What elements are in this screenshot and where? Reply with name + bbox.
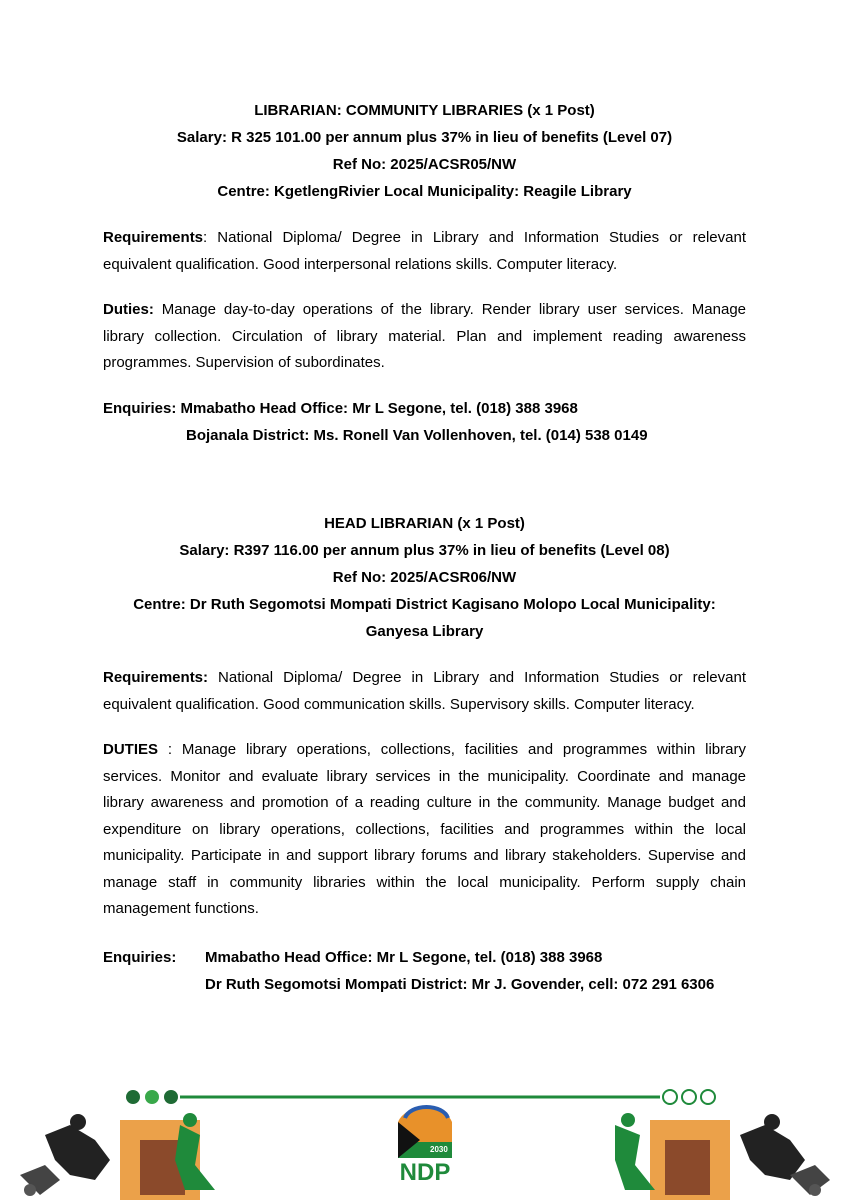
post2-salary: Salary: R397 116.00 per annum plus 37% in lieu of benefits (Level 08) [179,542,670,559]
post2-enquiries-line2: Dr Ruth Segomotsi Mompati District: Mr J. Govender, cell: 072 291 6306 [205,976,715,993]
logo-year: 2030 [430,1145,448,1154]
post1-ref: Ref No: 2025/ACSR05/NW [332,156,517,173]
post1-centre: Centre: KgetlengRivier Local Municipality: Reagile Library [217,183,632,200]
ring-icon [701,1090,715,1104]
post1-requirements [103,225,746,278]
ring-icon [663,1090,677,1104]
duties-text: Manage day-to-day operations of the library. Render library user services. Manage library collection. Circulation of library material. Plan and implement reading awareness programmes. Supervision of subordinates. [103,301,746,371]
post2-enquiries-line1: Mmabatho Head Office: Mr L Segone, tel. (018) 388 3968 [205,949,603,966]
dot-icon [164,1090,178,1104]
duties-label: DUTIES [103,741,159,758]
post2-requirements [103,665,746,718]
post2-title: HEAD LIBRARIAN (x 1 Post) [324,515,525,532]
ndp-2030-logo-icon [398,1107,452,1186]
post2-duties [103,737,746,923]
duties-label: Duties: [103,301,154,318]
post1-enquiries-line1: Enquiries: Mmabatho Head Office: Mr L Segone, tel. (018) 388 3968 [103,400,578,417]
post2-centre-line2: Ganyesa Library [365,623,484,640]
post1-duties [103,297,746,377]
sports-arts-montage-right-icon [615,1113,830,1200]
post2-centre-line1: Centre: Dr Ruth Segomotsi Mompati District Kagisano Molopo Local Municipality: [133,596,716,613]
post1-salary: Salary: R 325 101.00 per annum plus 37% in lieu of benefits (Level 07) [176,129,673,146]
footer-banner [0,1080,849,1200]
ring-icon [682,1090,696,1104]
sports-arts-montage-left-icon [20,1113,215,1200]
requirements-label: Requirements: [103,669,209,686]
dot-icon [126,1090,140,1104]
duties-text: : Manage library operations, collections, facilities and programmes within library services. Monitor and evaluate library services in the municipality. Coordinate and manage library awareness and promotion of a reading culture in the community. Manage budget and expenditure on library operations, collections, facilities and programmes within the local municipality. Participate in and support library forums and library stakeholders. Supervise and manage staff in community libraries within the local municipality. Perform supply chain management functions. [103,741,746,917]
requirements-text: : National Diploma/ Degree in Library and Information Studies or relevant equivalent qualification. Good interpersonal relations skills. Computer literacy. [103,229,746,273]
dot-icon [145,1090,159,1104]
post1-enquiries-line2: Bojanala District: Ms. Ronell Van Vollenhoven, tel. (014) 538 0149 [186,427,648,444]
requirements-label: Requirements [103,229,204,246]
post2-enquiries-label: Enquiries: [103,949,177,966]
post2-ref: Ref No: 2025/ACSR06/NW [332,569,517,586]
post1-title: LIBRARIAN: COMMUNITY LIBRARIES (x 1 Post) [254,102,595,119]
logo-text: NDP [399,1159,451,1186]
requirements-text: National Diploma/ Degree in Library and Information Studies or relevant equivalent qualification. Good communication skills. Supervisory skills. Computer literacy. [103,669,746,713]
